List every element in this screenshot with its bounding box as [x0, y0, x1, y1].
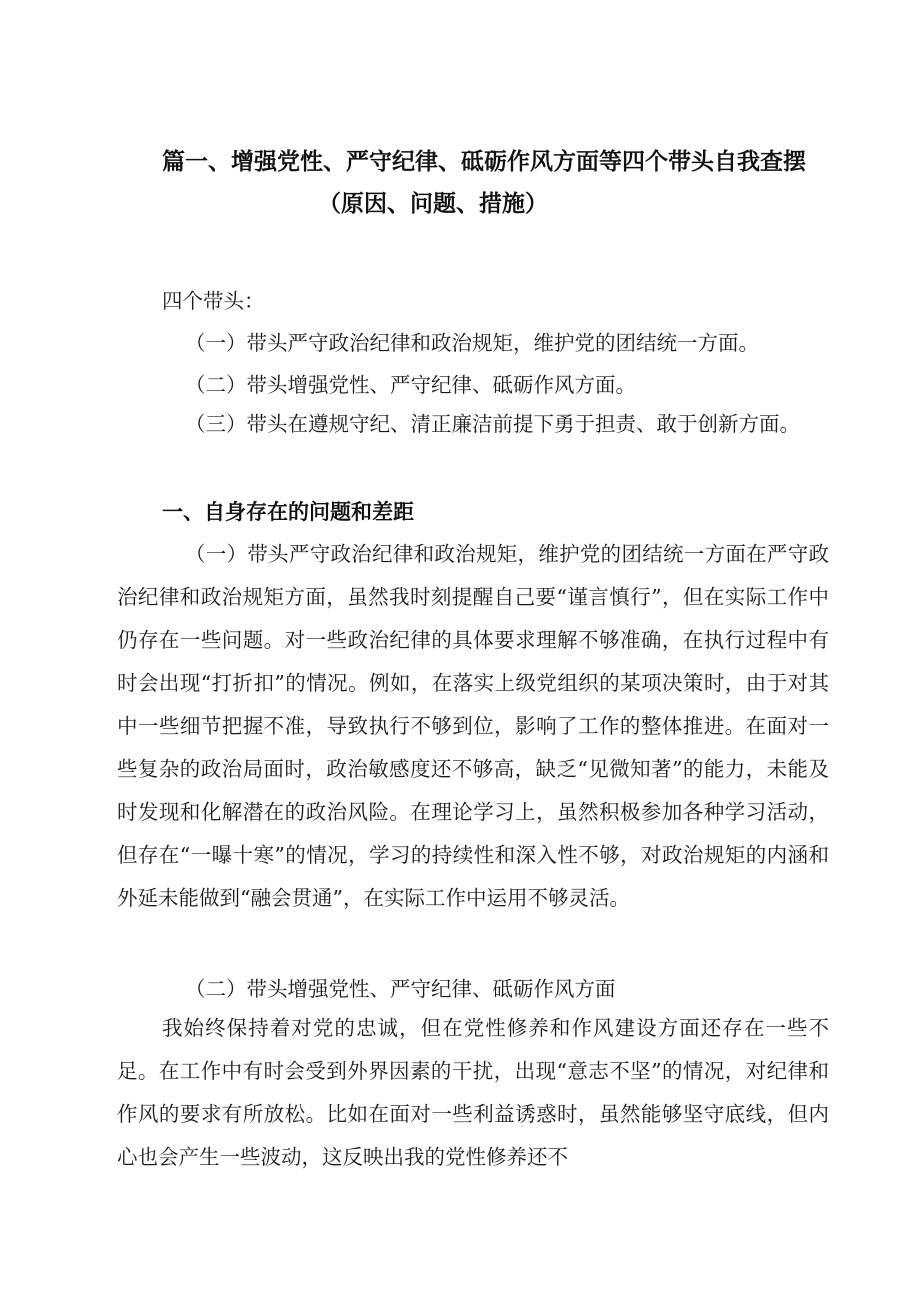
- section-heading: 一、自身存在的问题和差距: [162, 500, 414, 524]
- intro-item-2: （二）带头增强党性、严守纪律、砥砺作风方面。: [185, 373, 636, 397]
- section1-paragraph-1: （一）带头严守政治纪律和政治规矩，维护党的团结统一方面在严守政治纪律和政治规矩方面，虽然我时刻提醒自己要“谨言慎行”，但在实际工作中仍存在一些问题。对一些政治纪律的具体要求理解不够准确，在执行过程中有时会出现“打折扣”的情况。例如，在落实上级党组织的某项决策时，由于对其中一些细节把握不准，导致执行不够到位，影响了工作的整体推进。在面对一些复杂的政治局面时，政治敏感度还不够高，缺乏“见微知著”的能力，未能及时发现和化解潜在的政治风险。在理论学习上，虽然积极参加各种学习活动，但存在“一曝十寒”的情况，学习的持续性和深入性不够，对政治规矩的内涵和外延未能做到“融会贯通”，在实际工作中运用不够灵活。: [117, 542, 829, 910]
- document-title-line-2: （原因、问题、措施）: [318, 191, 548, 217]
- intro-item-1: （一）带头严守政治纪律和政治规矩，维护党的团结统一方面。: [185, 331, 759, 355]
- section1-paragraph-2: 我始终保持着对党的忠诚，但在党性修养和作风建设方面还存在一些不足。在工作中有时会受到外界因素的干扰，出现“意志不坚”的情况，对纪律和作风的要求有所放松。比如在面对一些利益诱惑时，虽然能够坚守底线，但内心也会产生一些波动，这反映出我的党性修养还不: [117, 1016, 829, 1169]
- section1-subheading-2: （二）带头增强党性、严守纪律、砥砺作风方面: [185, 977, 616, 1001]
- document-title-line-1: 篇一、增强党性、严守纪律、砥砺作风方面等四个带头自我查摆: [162, 149, 806, 175]
- intro-item-3: （三）带头在遵规守纪、清正廉洁前提下勇于担责、敢于创新方面。: [185, 412, 800, 436]
- intro-label: 四个带头：: [162, 289, 265, 313]
